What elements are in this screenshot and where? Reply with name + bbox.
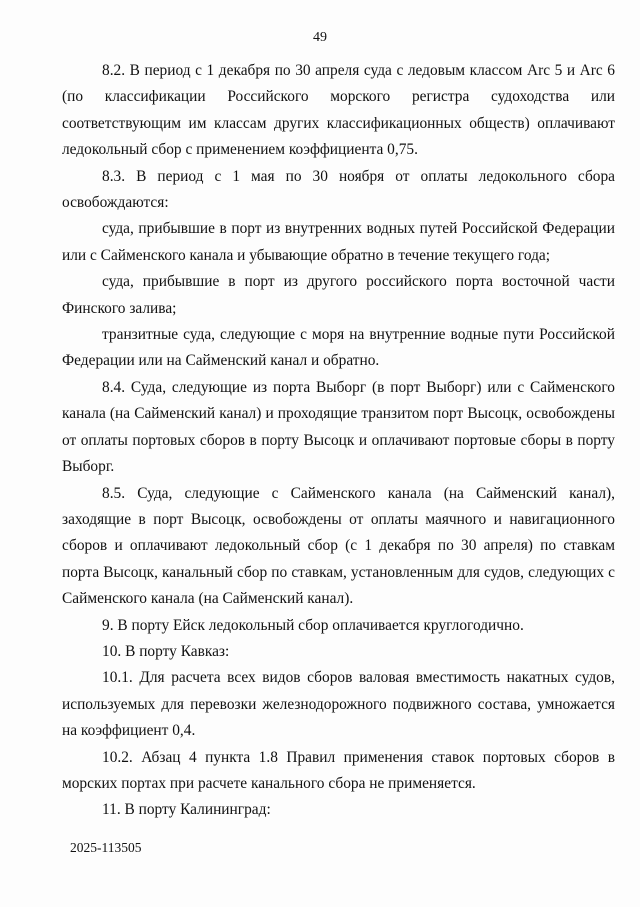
paragraph-8-3-item-3: транзитные суда, следующие с моря на внутренние водные пути Российской Федерации или на Сайменский канал и обратно. (62, 326, 615, 370)
paragraph-10: 10. В порту Кавказ: (102, 642, 230, 660)
document-code: 2025-113505 (70, 840, 142, 855)
paragraph-8-2: 8.2. В период с 1 декабря по 30 апреля суда с ледовым классом Arc 5 и Arc 6 (по классификации Российского морского регистра судоходства или соответствующим им классам других классификационных обществ) оплачивают ледокольный сбор с применением коэффициента 0,75. (62, 62, 615, 159)
paragraph-10-2: 10.2. Абзац 4 пункта 1.8 Правил применения ставок портовых сборов в морских портах при расчете канального сбора не применяется. (62, 748, 615, 792)
paragraph-8-3-item-1: суда, прибывшие в порт из внутренних водных путей Российской Федерации или с Сайменского канала и убывающие обратно в течение текущего года; (62, 220, 615, 264)
paragraph-10-1: 10.1. Для расчета всех видов сборов валовая вместимость накатных судов, используемых для перевозки железнодорожного подвижного состава, умножается на коэффициент 0,4. (62, 669, 615, 740)
paragraph-8-5: 8.5. Суда, следующие с Сайменского канала (на Сайменский канал), заходящие в порт Высоцк, освобождены от оплаты маячного и навигационного сборов и оплачивают ледокольный сбор (с 1 декабря по 30 апреля) по ставкам порта Высоцк, канальный сбор по ставкам, установленным для судов, следующих с Сайменского канала (на Сайменский канал). (62, 484, 615, 608)
paragraph-9: 9. В порту Ейск ледокольный сбор оплачивается круглогодично. (102, 616, 524, 634)
document-body (62, 58, 615, 824)
paragraph-8-3: 8.3. В период с 1 мая по 30 ноября от оплаты ледокольного сбора освобождаются: (62, 167, 615, 212)
paragraph-8-4: 8.4. Суда, следующие из порта Выборг (в порт Выборг) или с Сайменского канала (на Сайменский канал) и проходящие транзитом порт Высоцк, освобождены от оплаты портовых сборов в порту Высоцк и оплачивают портовые сборы в порту Выборг. (62, 378, 615, 476)
paragraph-11: 11. В порту Калининград: (102, 801, 271, 819)
paragraph-8-3-item-2: суда, прибывшие в порт из другого российского порта восточной части Финского залива; (62, 273, 615, 317)
page-number: 49 (313, 30, 327, 45)
